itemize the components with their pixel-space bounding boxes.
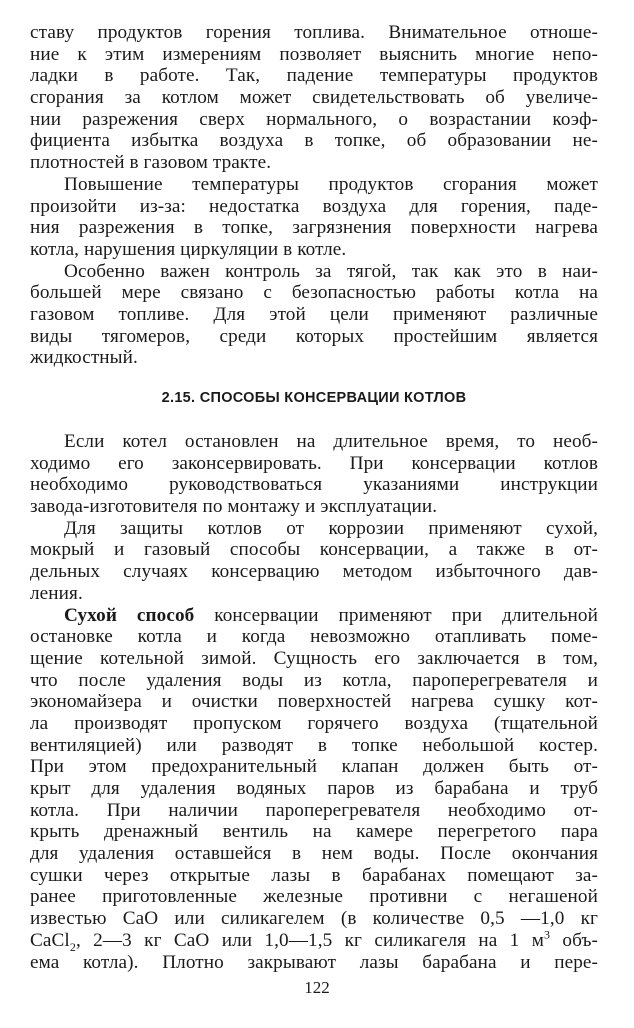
text-line: жидкостный. bbox=[30, 347, 138, 369]
paragraph-6 bbox=[30, 605, 598, 974]
text-line: остановке котла и когда невозможно отапливать поме- bbox=[30, 626, 598, 648]
paragraph-4 bbox=[30, 431, 598, 518]
text-line: Если котел остановлен на длительное время, то необ- bbox=[64, 431, 598, 452]
subscript: 2 bbox=[69, 939, 76, 954]
page-body bbox=[30, 22, 598, 973]
text-line bbox=[30, 927, 598, 954]
text-line: сгорания за котлом может свидетельствовать об увеличе- bbox=[30, 87, 598, 109]
section-heading: 2.15. СПОСОБЫ КОНСЕРВАЦИИ КОТЛОВ bbox=[161, 390, 467, 406]
text-line: нии разрежения сверх нормального, о возрастании коэф- bbox=[30, 108, 598, 130]
text-line: крыт для удаления водяных паров из барабана и труб bbox=[30, 778, 598, 799]
text-run: CaCl bbox=[30, 929, 70, 951]
text-line: щение котельной зимой. Сущность его заключается в том, bbox=[30, 647, 598, 669]
text-run: , 2—3 кг CaO или 1,0—1,5 кг силикагеля на 1 м bbox=[75, 929, 544, 951]
text-line: ходимо его законсервировать. При консервации котлов bbox=[30, 452, 598, 474]
paragraph-1 bbox=[30, 22, 598, 174]
paragraph-2 bbox=[30, 174, 598, 261]
text-line: виды тягомеров, среди которых простейшим является bbox=[30, 325, 598, 347]
text-line: котла, нарушения циркуляции в котле. bbox=[30, 238, 347, 260]
text-line: сушки через открытые лазы в барабанах помещают за- bbox=[30, 864, 598, 886]
text-line: Особенно важен контроль за тягой, так как это в наи- bbox=[64, 260, 598, 282]
text-line: плотностей в газовом тракте. bbox=[30, 152, 272, 174]
text-line: Для защиты котлов от коррозии применяют сухой, bbox=[64, 517, 598, 539]
text-run: объ- bbox=[550, 929, 598, 951]
text-line: ления. bbox=[30, 582, 83, 604]
text-line: завода-изготовителя по монтажу и эксплуатации. bbox=[30, 496, 438, 518]
text-line: мокрый и газовый способы консервации, а также в от- bbox=[30, 539, 598, 561]
text-line: известью CaO или силикагелем (в количестве 0,5 —1,0 кг bbox=[30, 908, 598, 930]
text-line bbox=[30, 605, 598, 627]
text-line: вентиляцией) или разводят в топке небольшой костер. bbox=[30, 734, 598, 756]
paragraph-3 bbox=[30, 261, 598, 369]
superscript: 3 bbox=[543, 927, 551, 942]
text-line: ладки в работе. Так, падение температуры продуктов bbox=[30, 65, 598, 87]
text-line: экономайзера и очистки поверхностей нагрева сушку кот- bbox=[30, 691, 598, 713]
text-line: котла. При наличии пароперегревателя необходимо от- bbox=[30, 799, 598, 821]
text-line: ла производят пропуском горячего воздуха (тщательной bbox=[30, 712, 598, 734]
text-line: ставу продуктов горения топлива. Внимательное отноше- bbox=[30, 22, 598, 43]
text-line: ния разрежения в топке, загрязнения поверхности нагрева bbox=[30, 217, 598, 239]
text-line: что после удаления воды из котла, пароперегревателя и bbox=[30, 669, 598, 691]
text-line: ние к этим измерениям позволяет выяснить многие непо- bbox=[30, 43, 598, 65]
text-line: произойти из-за: недостатка воздуха для горения, паде- bbox=[30, 195, 598, 217]
text-run: консервации применяют при длительной bbox=[194, 604, 598, 626]
paragraph-5 bbox=[30, 518, 598, 605]
text-line: большей мере связано с безопасностью работы котла на bbox=[30, 282, 598, 304]
text-line: фициента избытка воздуха в топке, об образовании не- bbox=[30, 130, 598, 152]
text-line: для удаления оставшейся в нем воды. После окончания bbox=[30, 843, 598, 865]
text-line: необходимо руководствоваться указаниями инструкции bbox=[30, 474, 598, 496]
text-line: Повышение температуры продуктов сгорания может bbox=[64, 173, 598, 195]
text-line: При этом предохранительный клапан должен быть от- bbox=[30, 756, 598, 778]
text-line: ема котла). Плотно закрывают лазы барабана и пере- bbox=[30, 951, 598, 973]
text-line: крыть дренажный вентиль на камере перегретого пара bbox=[30, 821, 598, 843]
text-line: дельных случаях консервацию методом избыточного дав- bbox=[30, 561, 598, 583]
bold-term: Сухой способ bbox=[64, 604, 195, 626]
text-line: газовом топливе. Для этой цели применяют различные bbox=[30, 303, 598, 325]
text-line: ранее приготовленные железные противни с негашеной bbox=[30, 886, 598, 908]
page-number: 122 bbox=[304, 978, 330, 997]
